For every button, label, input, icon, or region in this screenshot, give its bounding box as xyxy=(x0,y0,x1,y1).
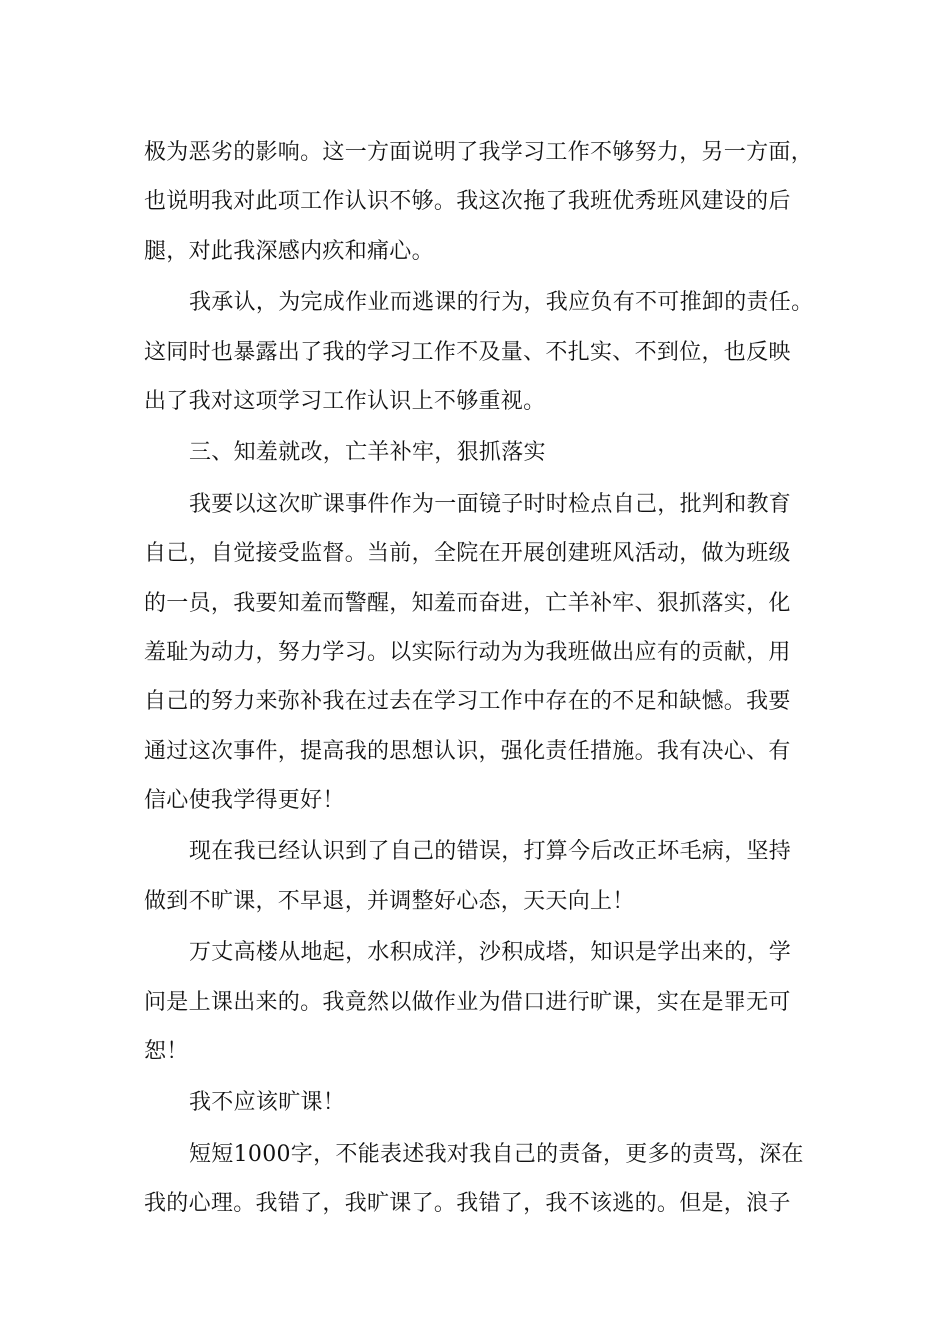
text-line: 自己，自觉接受监督。当前，全院在开展创建班风活动，做为班级 xyxy=(144,541,791,567)
text-line: 我不应该旷课！ xyxy=(189,1090,346,1116)
text-line: 三、知羞就改，亡羊补牢，狠抓落实 xyxy=(189,440,546,466)
document-body xyxy=(144,128,820,1231)
text-line: 信心使我学得更好！ xyxy=(144,788,345,814)
text-line: 做到不旷课，不早退，并调整好心态，天天向上！ xyxy=(144,888,635,914)
text-line: 也说明我对此项工作认识不够。我这次拖了我班优秀班风建设的后 xyxy=(144,189,791,215)
text-line: 的一员，我要知羞而警醒，知羞而奋进，亡羊补牢、狠抓落实，化 xyxy=(144,590,791,616)
paragraph xyxy=(144,827,820,926)
text-line: 出了我对这项学习工作认识上不够重视。 xyxy=(144,388,546,414)
text-line: 腿，对此我深感内疚和痛心。 xyxy=(144,238,434,264)
text-line: 羞耻为动力，努力学习。以实际行动为为我班做出应有的贡献，用 xyxy=(144,639,791,665)
text-line: 现在我已经认识到了自己的错误，打算今后改正坏毛病，坚持 xyxy=(189,839,792,865)
paragraph xyxy=(144,278,820,426)
text-line: 通过这次事件，提高我的思想认识，强化责任措施。我有决心、有 xyxy=(144,738,791,764)
text-line: 这同时也暴露出了我的学习工作不及量、不扎实、不到位，也反映 xyxy=(144,339,791,365)
paragraph xyxy=(144,480,820,826)
paragraph xyxy=(144,428,820,477)
paragraph xyxy=(144,1130,820,1229)
paragraph xyxy=(144,128,820,276)
text-line: 短短1000字，不能表述我对我自己的责备，更多的责骂，深在 xyxy=(189,1141,804,1167)
paragraph xyxy=(144,928,820,1076)
text-line: 我的心理。我错了，我旷课了。我错了，我不该逃的。但是，浪子 xyxy=(144,1191,791,1217)
text-line: 问是上课出来的。我竟然以做作业为借口进行旷课，实在是罪无可 xyxy=(144,989,791,1015)
text-line: 我承认，为完成作业而逃课的行为，我应负有不可推卸的责任。 xyxy=(189,290,814,316)
text-line: 极为恶劣的影响。这一方面说明了我学习工作不够努力，另一方面， xyxy=(144,140,814,165)
text-line: 我要以这次旷课事件作为一面镜子时时检点自己，批判和教育 xyxy=(189,491,792,517)
paragraph xyxy=(144,1078,820,1127)
text-line: 自己的努力来弥补我在过去在学习工作中存在的不足和缺憾。我要 xyxy=(144,689,791,715)
text-line: 万丈高楼从地起，水积成洋，沙积成塔，知识是学出来的，学 xyxy=(189,940,792,966)
text-line: 恕！ xyxy=(144,1039,189,1065)
